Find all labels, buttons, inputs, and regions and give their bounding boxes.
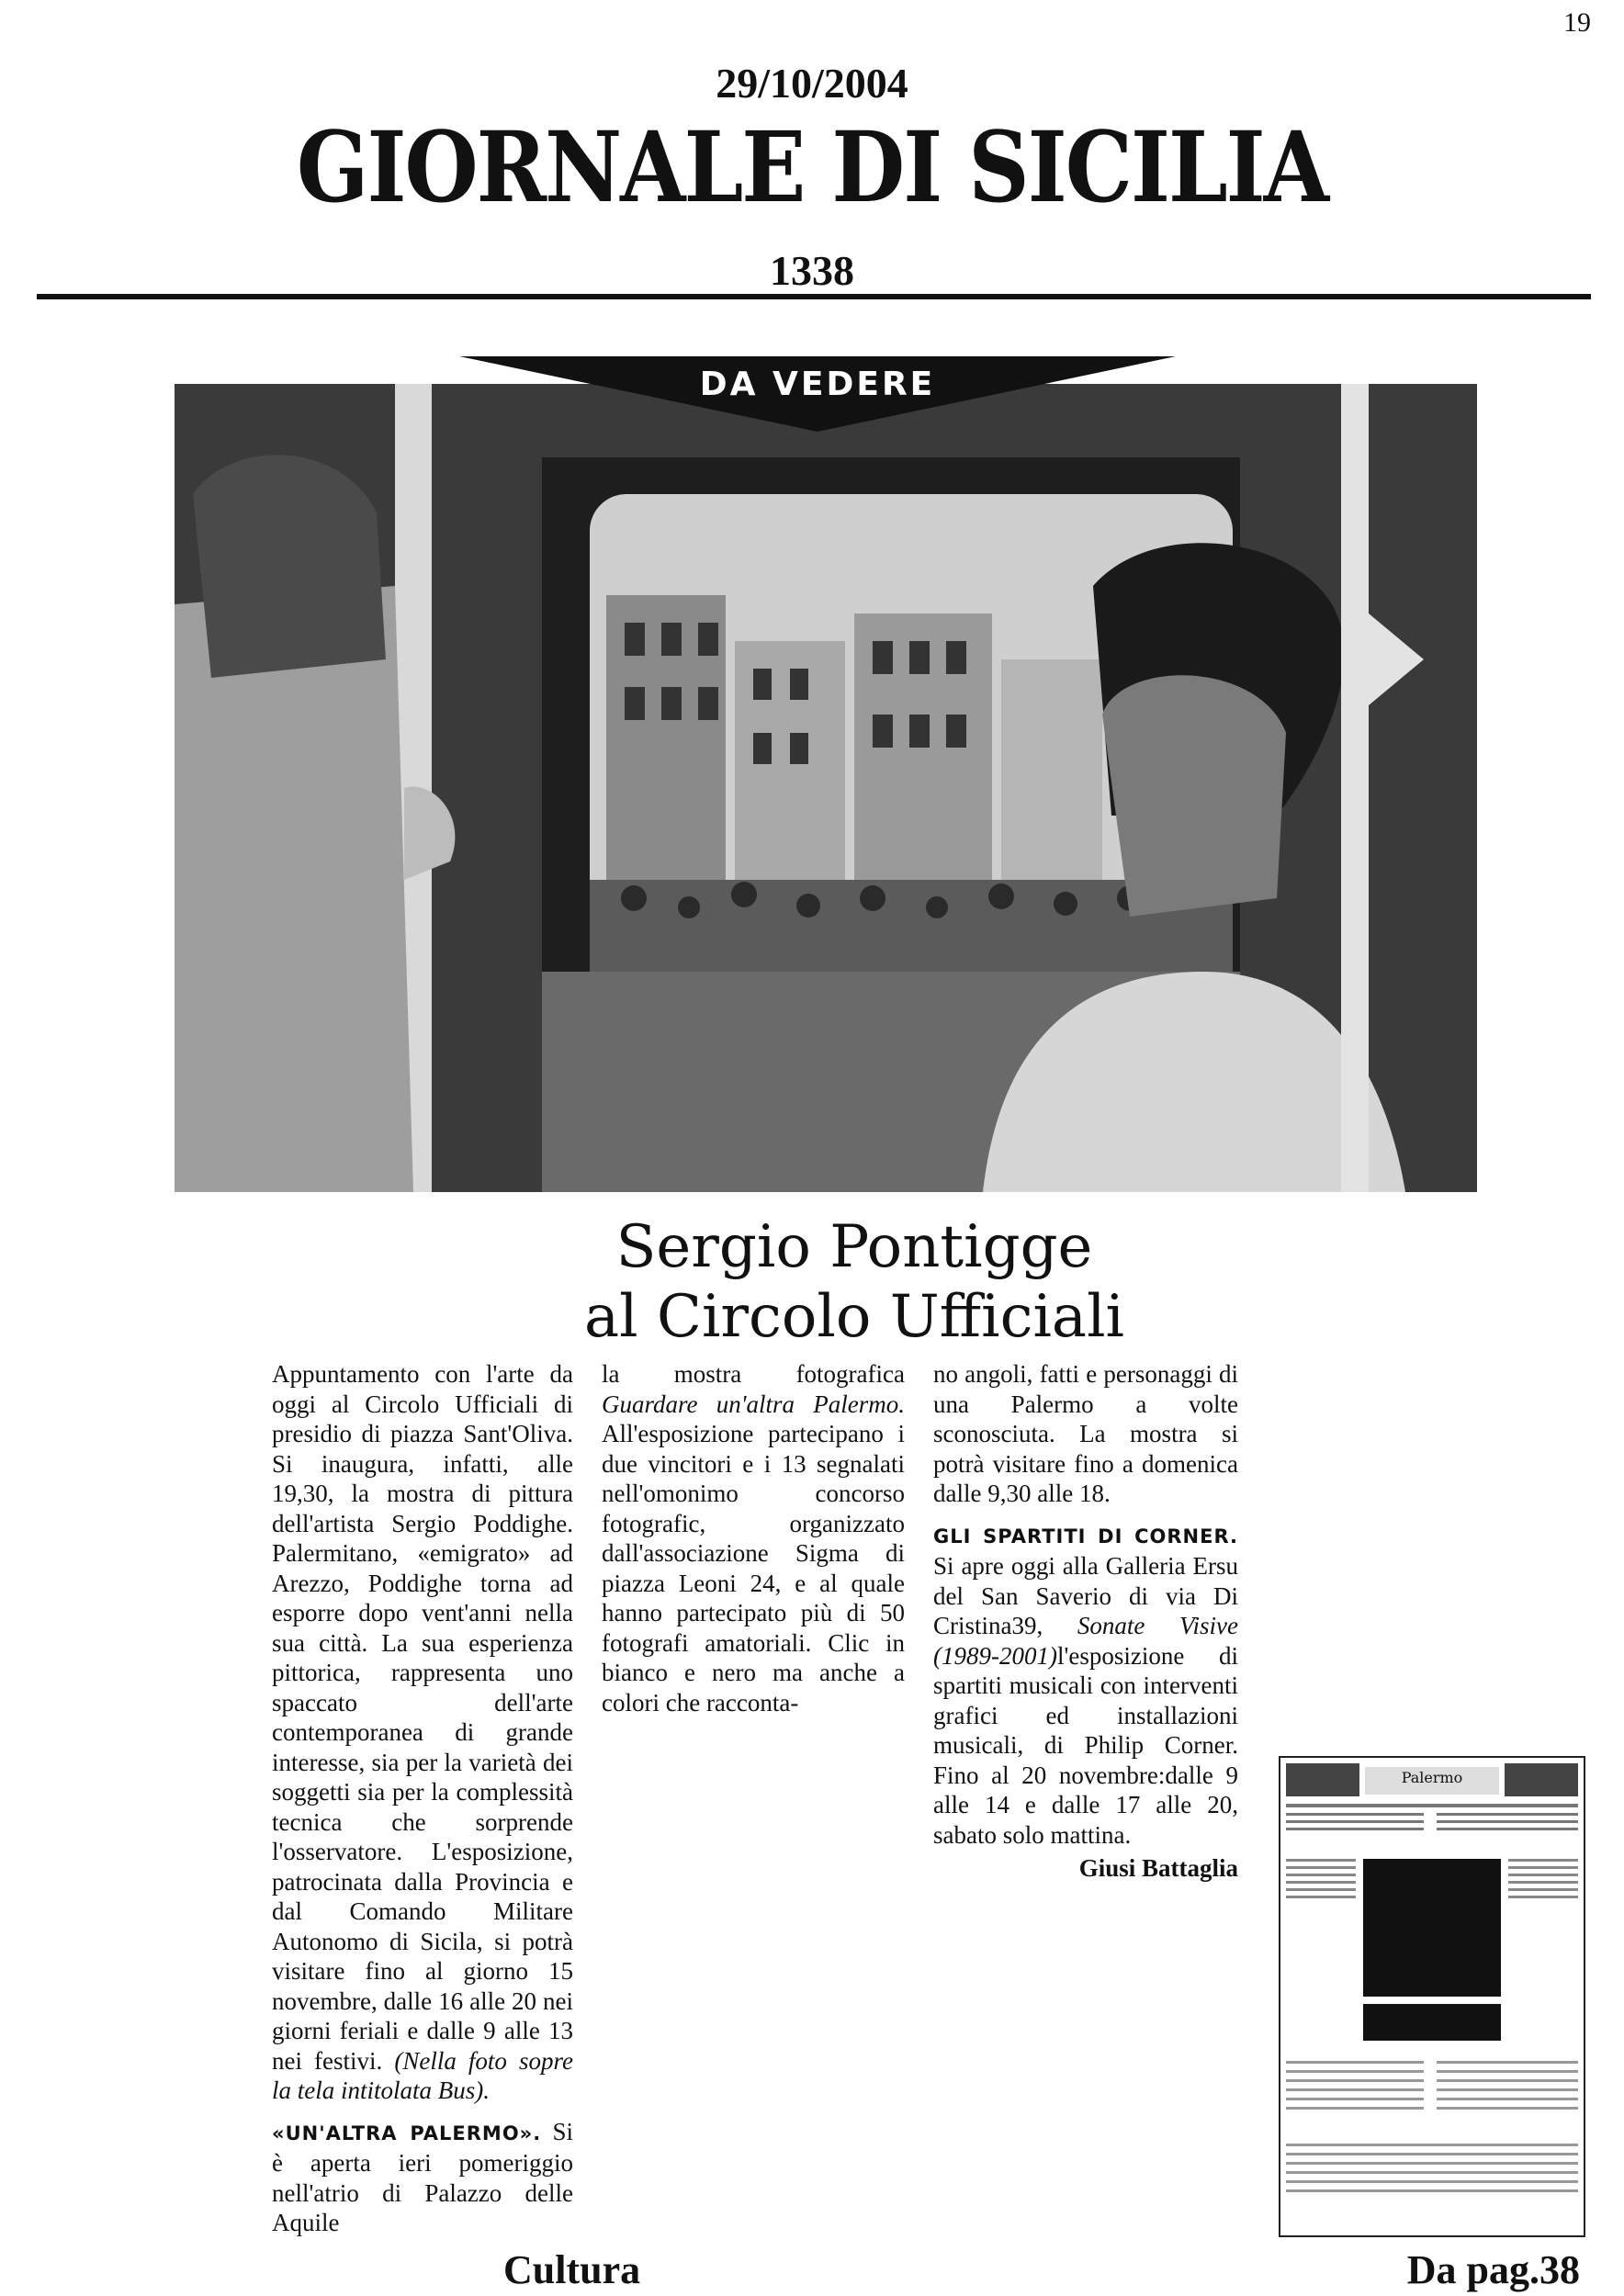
paragraph-text: la mostra fotografica xyxy=(602,1360,905,1388)
page-reference: Da pag.38 xyxy=(1406,2247,1580,2292)
photo-caption: (Nella foto sopre la tela intitolata Bus). xyxy=(272,2046,573,2104)
article-paragraph: no angoli, fatti e personaggi di una Palermo a volte sconosciuta. La mostra si potrà visitare fino a domenica dalle 9,30 alle 18. xyxy=(933,1360,1238,1507)
byline: Giusi Battaglia xyxy=(1078,1854,1238,1882)
issue-number: 1338 xyxy=(770,247,854,294)
paragraph-text: All'esposizione partecipano i due vincitori e i 13 segnalati nell'omonimo concorso fotografic, organizzato dall'associazione Sigma di piazza Leoni 24, e al quale hanno partecipato più di 50 fotografi amatoriali. Clic in bianco e nero ma anche a colori che racconta- xyxy=(602,1420,905,1716)
headline-line-1: Sergio Pontigge xyxy=(615,1213,1093,1281)
subsection-runin: GLI SPARTITI DI CORNER. xyxy=(933,1525,1238,1548)
exhibition-title: Guardare un'altra Palermo. xyxy=(602,1390,905,1418)
paragraph-text: Appuntamento con l'arte da oggi al Circolo Ufficiali di presidio di piazza Sant'Oliva. Si inaugura, infatti, alle 19,30, la mostra di pittura dell'artista Sergio Poddighe. Palermitano, «emigrato» ad Arezzo, Poddighe torna ad esporre dopo vent'anni nella sua città. La sua esperienza pittorica, rappresenta uno spaccato dell'arte contemporanea di grande interesse, sia per la varietà dei soggetti sia per la complessità tecnica che sorprende l'osservatore. L'esposizione, patrocinata dalla Provincia e dal Comando Militare Autonomo di Sicila, si potrà visitare fino al giorno 15 novembre, dalle 16 alle 20 nei giorni feriali e dalle 9 alle 13 nei festivi. xyxy=(272,1360,573,2075)
article-column-3 xyxy=(933,1359,1238,1884)
article-paragraph xyxy=(272,1359,573,2106)
article-paragraph xyxy=(272,2117,573,2238)
section-footer: Cultura xyxy=(503,2247,641,2292)
article-headline xyxy=(487,1212,1222,1352)
article-column-2 xyxy=(602,1359,905,1717)
article-paragraph xyxy=(933,1520,1238,1851)
subsection-runin: «UN'ALTRA PALERMO». xyxy=(272,2122,542,2144)
page-number: 19 xyxy=(1563,7,1591,38)
page-thumbnail xyxy=(1279,1756,1585,2237)
article-photo xyxy=(175,384,1477,1192)
masthead: GIORNALE DI SICILIA xyxy=(296,109,1328,225)
paragraph-text: Si è aperta ieri pomeriggio nell'atrio di Palazzo delle Aquile xyxy=(272,2117,573,2236)
header-rule xyxy=(37,294,1591,299)
section-label: DA VEDERE xyxy=(699,366,936,403)
publication-date: 29/10/2004 xyxy=(716,60,908,107)
article-paragraph xyxy=(602,1359,905,1717)
paragraph-text: l'esposizione di spartiti musicali con interventi grafici ed installazioni musicali, di Philip Corner. Fino al 20 novembre:dalle 9 alle 14 e dalle 17 alle 20, sabato solo mattina. xyxy=(933,1641,1238,1849)
article-column-1 xyxy=(272,1359,573,2238)
headline-line-2: al Circolo Ufficiali xyxy=(584,1283,1124,1351)
thumbnail-label: Palermo xyxy=(1401,1769,1463,1786)
exhibition-title: Sonate Visive (1989-2001) xyxy=(933,1612,1239,1670)
paragraph-text: Si apre oggi alla Galleria Ersu del San Saverio di via Di Cristina39, xyxy=(933,1552,1238,1639)
